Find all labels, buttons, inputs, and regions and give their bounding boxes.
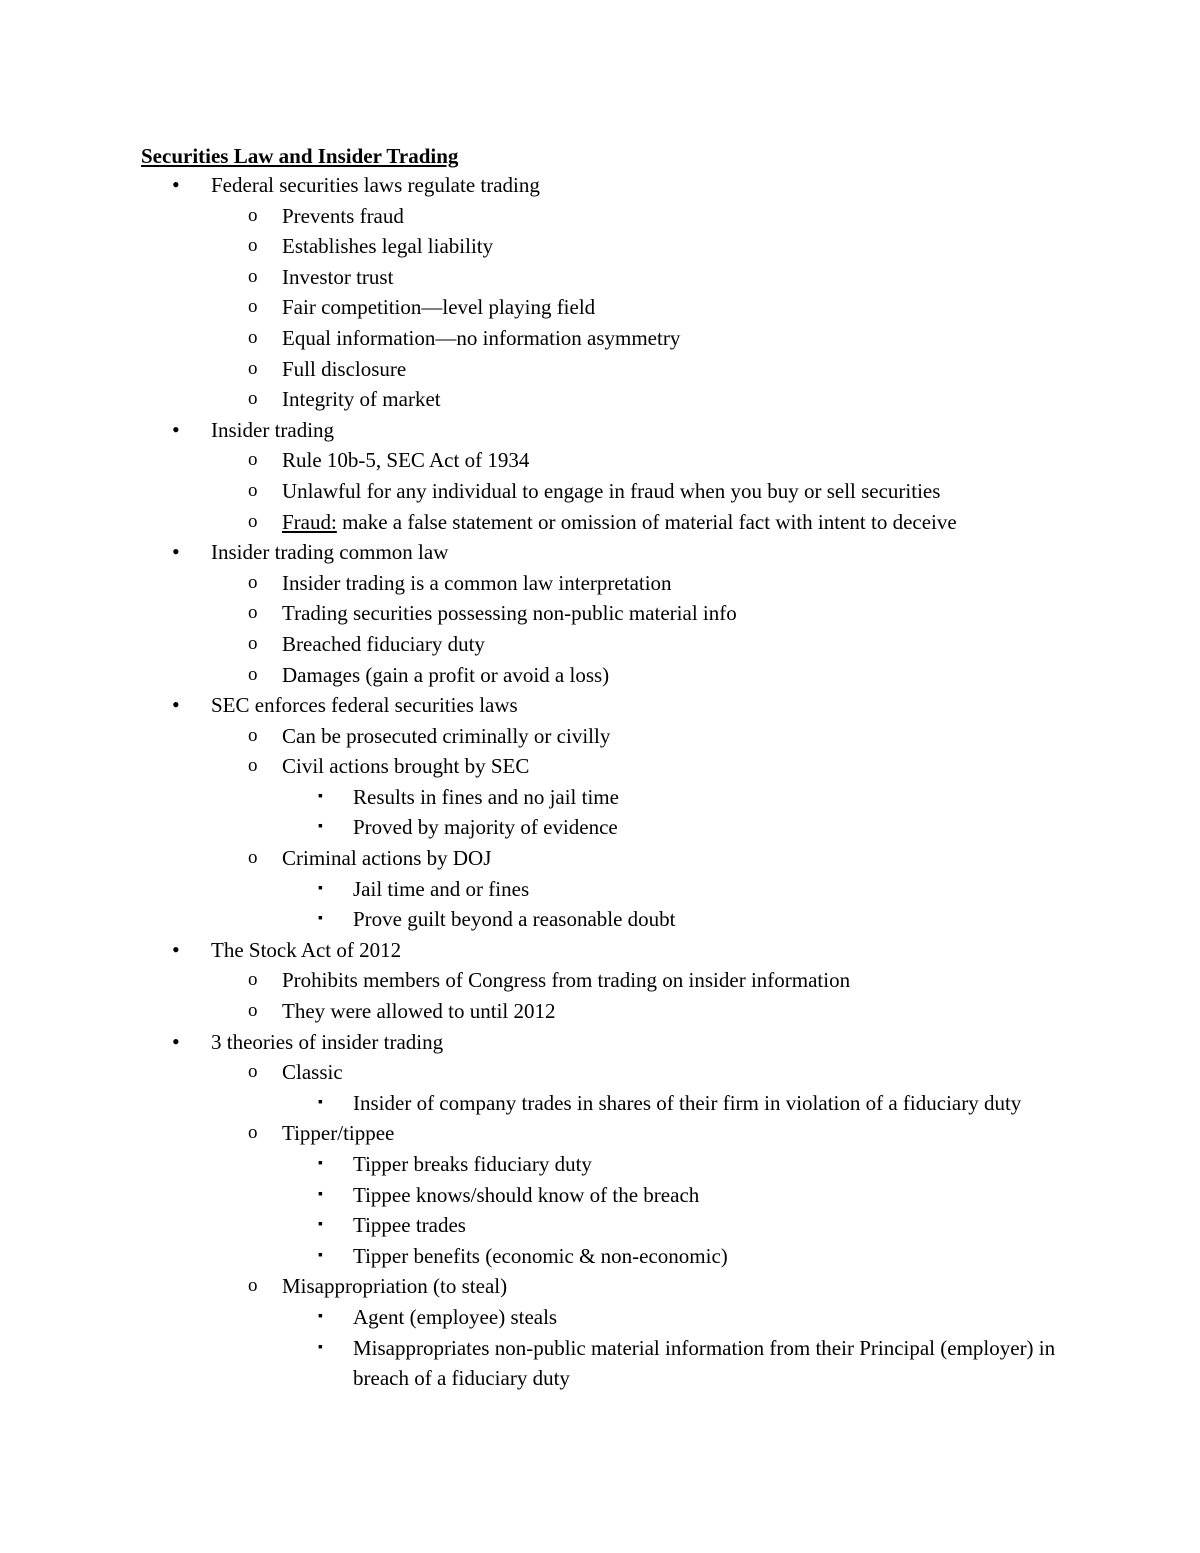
outline-item-level-1 bbox=[0, 170, 1200, 201]
outline-item-level-1 bbox=[0, 690, 1200, 721]
bullet-marker-icon: ▪ bbox=[318, 1156, 323, 1171]
bullet-marker-icon: • bbox=[172, 692, 180, 718]
bullet-marker-icon: ▪ bbox=[318, 911, 323, 927]
outline-item-text: Breached fiduciary duty bbox=[282, 631, 485, 656]
outline-item-text: Agent (employee) steals bbox=[353, 1304, 558, 1329]
outline-item-text: Prove guilt beyond a reasonable doubt bbox=[353, 907, 676, 932]
outline-item-level-2 bbox=[0, 323, 1200, 354]
outline-item-text: Establishes legal liability bbox=[282, 234, 494, 259]
outline-item-text: Tippee knows/should know of the breach bbox=[353, 1182, 700, 1207]
outline-item-text: Proved by majority of evidence bbox=[353, 815, 618, 840]
outline-item-level-3 bbox=[0, 812, 1200, 843]
outline-item-text: Rule 10b-5, SEC Act of 1934 bbox=[282, 448, 530, 473]
outline-item-text: Insider of company trades in shares of their firm in violation of a fiduciary duty bbox=[353, 1090, 1022, 1115]
outline-item-level-2 bbox=[0, 751, 1200, 782]
outline-item-text: Prevents fraud bbox=[282, 203, 404, 228]
bullet-marker-icon: o bbox=[248, 235, 258, 257]
bullet-marker-icon: o bbox=[248, 632, 258, 654]
outline-item-level-1 bbox=[0, 537, 1200, 568]
outline-item-text: Misappropriates non-public material information from their Principal (employer) in breach of a fiduciary duty bbox=[353, 1335, 1056, 1391]
bullet-marker-icon: o bbox=[248, 663, 258, 685]
outline-item-text: Fair competition—level playing field bbox=[282, 295, 596, 320]
bullet-marker-icon: ▪ bbox=[318, 819, 323, 835]
bullet-marker-icon: o bbox=[248, 388, 258, 410]
bullet-marker-icon: o bbox=[248, 847, 258, 869]
outline-item-text: Damages (gain a profit or avoid a loss) bbox=[282, 662, 610, 687]
outline-item-level-2 bbox=[0, 384, 1200, 415]
outline-item-text: Insider trading common law bbox=[211, 540, 449, 565]
outline-item-level-2 bbox=[0, 843, 1200, 874]
underlined-term: Fraud: bbox=[282, 509, 337, 534]
bullet-marker-icon: • bbox=[172, 416, 180, 442]
bullet-marker-icon: ▪ bbox=[318, 1308, 323, 1324]
outline-item-text: Investor trust bbox=[282, 264, 394, 289]
bullet-marker-icon: • bbox=[172, 1028, 180, 1054]
outline-item-text bbox=[282, 507, 957, 538]
outline-item-text: Civil actions brought by SEC bbox=[282, 754, 530, 779]
outline-item-level-2 bbox=[0, 568, 1200, 599]
outline-item-level-2 bbox=[0, 629, 1200, 660]
bullet-marker-icon: ▪ bbox=[318, 788, 323, 804]
outline-item-level-2 bbox=[0, 231, 1200, 262]
outline-item-text: SEC enforces federal securities laws bbox=[211, 693, 518, 718]
bullet-marker-icon: • bbox=[172, 936, 180, 962]
bullet-marker-icon: ▪ bbox=[318, 1094, 323, 1110]
bullet-marker-icon: • bbox=[172, 539, 180, 565]
outline-item-text: Integrity of market bbox=[282, 387, 441, 412]
outline-item-level-2 bbox=[0, 445, 1200, 476]
bullet-marker-icon: o bbox=[248, 326, 258, 348]
outline-item-text: Can be prosecuted criminally or civilly bbox=[282, 723, 611, 748]
bullet-marker-icon: ▪ bbox=[318, 880, 323, 896]
bullet-marker-icon: o bbox=[248, 755, 258, 777]
outline-item-text: They were allowed to until 2012 bbox=[282, 999, 556, 1024]
outline-item-text: Tipper benefits (economic & non-economic) bbox=[353, 1243, 728, 1268]
outline-item-level-3 bbox=[0, 1302, 1200, 1333]
bullet-marker-icon: o bbox=[248, 1061, 258, 1083]
bullet-marker-icon: o bbox=[248, 724, 258, 746]
bullet-marker-icon: ▪ bbox=[318, 1339, 323, 1355]
outline-item-text: Classic bbox=[282, 1060, 343, 1085]
outline-item-text: Insider trading bbox=[211, 417, 335, 442]
outline-item-level-2 bbox=[0, 292, 1200, 323]
outline-item-level-2 bbox=[0, 598, 1200, 629]
outline-item-text: Trading securities possessing non-public material info bbox=[282, 601, 737, 626]
outline-item-text: Tipper breaks fiduciary duty bbox=[353, 1152, 592, 1176]
outline-item-level-1 bbox=[0, 935, 1200, 966]
outline-item-text: Results in fines and no jail time bbox=[353, 784, 619, 809]
outline-item-level-1 bbox=[0, 415, 1200, 446]
outline-item-text: Jail time and or fines bbox=[353, 876, 530, 901]
outline-item-level-2 bbox=[0, 1271, 1200, 1302]
outline-item-text: Misappropriation (to steal) bbox=[282, 1274, 508, 1299]
bullet-marker-icon: o bbox=[248, 571, 258, 593]
bullet-marker-icon: o bbox=[248, 204, 258, 226]
outline-item-text: Tipper/tippee bbox=[282, 1121, 395, 1146]
outline-item-level-2 bbox=[0, 354, 1200, 385]
outline-item-text: Full disclosure bbox=[282, 356, 407, 381]
outline-item-level-3 bbox=[0, 874, 1200, 905]
outline-item-text: 3 theories of insider trading bbox=[211, 1029, 444, 1054]
outline-item-text: Unlawful for any individual to engage in fraud when you buy or sell securities bbox=[282, 478, 941, 503]
bullet-marker-icon: o bbox=[248, 969, 258, 991]
bullet-marker-icon: ▪ bbox=[318, 1217, 323, 1233]
bullet-marker-icon: ▪ bbox=[318, 1247, 323, 1263]
bullet-marker-icon: o bbox=[248, 265, 258, 287]
outline-item-text: Federal securities laws regulate trading bbox=[211, 173, 540, 197]
bullet-marker-icon: o bbox=[248, 449, 258, 471]
outline-item-level-3 bbox=[0, 782, 1200, 813]
bullet-marker-icon: o bbox=[248, 1275, 258, 1297]
outline-item-level-2 bbox=[0, 476, 1200, 507]
outline-item-text: The Stock Act of 2012 bbox=[211, 937, 402, 962]
outline-item-level-2 bbox=[0, 965, 1200, 996]
bullet-marker-icon: o bbox=[248, 357, 258, 379]
outline-item-level-2 bbox=[0, 996, 1200, 1027]
bullet-marker-icon: ▪ bbox=[318, 1186, 323, 1202]
outline-item-text: Prohibits members of Congress from trading on insider information bbox=[282, 968, 851, 993]
bullet-outline bbox=[0, 170, 1200, 1394]
bullet-marker-icon: o bbox=[248, 1000, 258, 1022]
outline-item-level-2 bbox=[0, 1118, 1200, 1149]
outline-item-level-2 bbox=[0, 660, 1200, 691]
outline-item-level-1 bbox=[0, 1027, 1200, 1058]
outline-item-text: Equal information—no information asymmetry bbox=[282, 325, 681, 350]
outline-item-level-3 bbox=[0, 1210, 1200, 1241]
outline-item-level-2 bbox=[0, 201, 1200, 232]
outline-item-text: Insider trading is a common law interpretation bbox=[282, 570, 672, 595]
bullet-marker-icon: o bbox=[248, 602, 258, 624]
document-title: Securities Law and Insider Trading bbox=[141, 144, 459, 168]
outline-item-level-2 bbox=[0, 1057, 1200, 1088]
outline-item-level-3 bbox=[0, 904, 1200, 935]
outline-item-level-2 bbox=[0, 507, 1200, 538]
outline-item-level-3 bbox=[0, 1180, 1200, 1211]
outline-item-level-3 bbox=[0, 1088, 1200, 1119]
bullet-marker-icon: • bbox=[172, 172, 180, 197]
outline-item-level-2 bbox=[0, 721, 1200, 752]
outline-item-level-2 bbox=[0, 262, 1200, 293]
outline-item-level-3 bbox=[0, 1241, 1200, 1272]
outline-item-text: Criminal actions by DOJ bbox=[282, 846, 492, 871]
definition-text: make a false statement or omission of material fact with intent to deceive bbox=[336, 509, 957, 534]
bullet-marker-icon: o bbox=[248, 1122, 258, 1144]
bullet-marker-icon: o bbox=[248, 296, 258, 318]
outline-item-text: Tippee trades bbox=[353, 1213, 466, 1238]
bullet-marker-icon: o bbox=[248, 510, 258, 532]
outline-item-level-3 bbox=[0, 1333, 1200, 1394]
outline-item-level-3 bbox=[0, 1149, 1200, 1180]
bullet-marker-icon: o bbox=[248, 479, 258, 501]
